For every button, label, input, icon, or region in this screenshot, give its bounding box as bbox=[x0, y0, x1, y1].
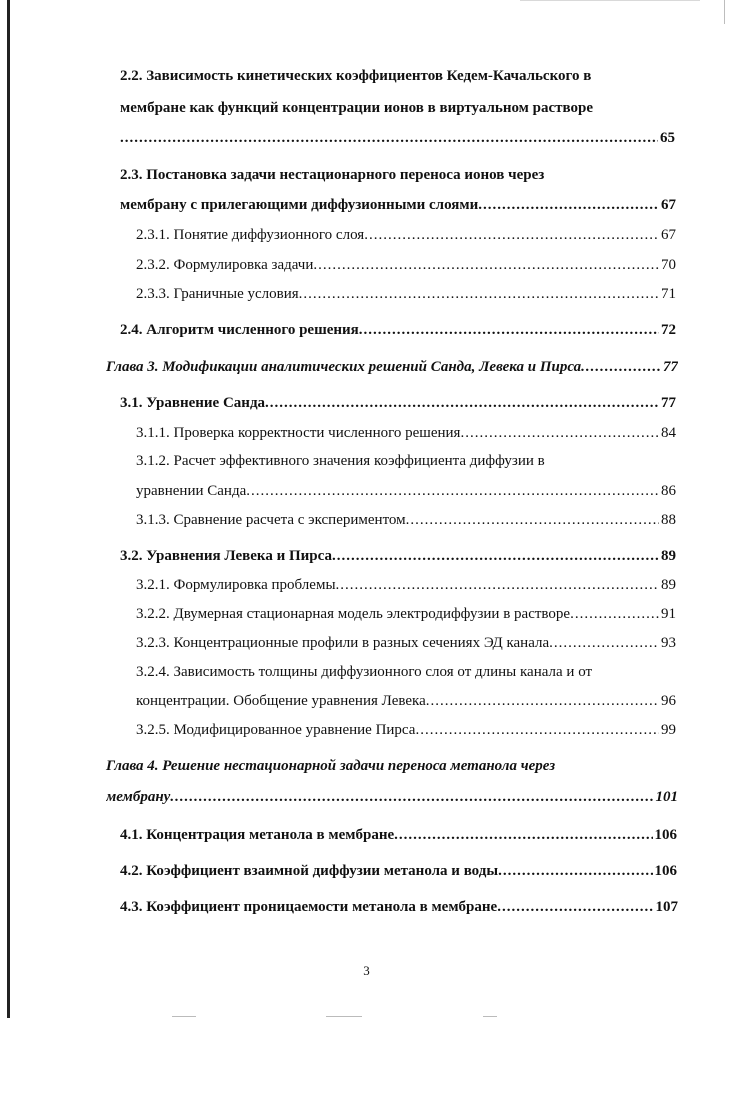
toc-entry-title: 3.2.5. Модифицированное уравнение Пирса bbox=[136, 722, 416, 738]
page-ref: 88 bbox=[661, 512, 676, 528]
toc-entry-3-2-2[interactable] bbox=[136, 604, 676, 624]
dot-leader bbox=[170, 787, 653, 807]
dot-leader bbox=[478, 195, 659, 215]
dot-leader bbox=[332, 546, 659, 566]
toc-chapter-4[interactable] bbox=[106, 787, 678, 807]
page-ref: 72 bbox=[661, 322, 676, 338]
toc-entry-title: концентрации. Обобщение уравнения Левека bbox=[136, 693, 426, 709]
page-ref: 70 bbox=[661, 257, 676, 273]
page-ref: 96 bbox=[661, 693, 676, 709]
toc-entry-title: 2.3.2. Формулировка задачи bbox=[136, 257, 314, 273]
toc-entry-title: 3.2.3. Концентрационные профили в разных сечениях ЭД канала bbox=[136, 635, 550, 651]
toc-entry-3-1-2-line-1: 3.1.2. Расчет эффективного значения коэффициента диффузии в bbox=[136, 453, 545, 469]
toc-entry-title: 4.1. Концентрация метанола в мембране bbox=[120, 827, 395, 843]
dot-leader bbox=[497, 897, 653, 917]
page-ref: 86 bbox=[661, 483, 676, 499]
toc-entry-title: 3.2.2. Двумерная стационарная модель электродиффузии в растворе bbox=[136, 606, 571, 622]
toc-entry-4-1[interactable] bbox=[120, 825, 677, 845]
page-ref: 89 bbox=[661, 548, 676, 564]
dot-leader bbox=[246, 481, 659, 501]
toc-entry-title: 4.2. Коэффициент взаимной диффузии метанола и воды bbox=[120, 863, 499, 879]
page-ref: 101 bbox=[655, 789, 678, 805]
page-number: 3 bbox=[363, 963, 370, 978]
page-ref: 93 bbox=[661, 635, 676, 651]
dot-leader bbox=[120, 128, 658, 148]
page-ref: 67 bbox=[661, 197, 676, 213]
toc-entry-2-3-2[interactable] bbox=[136, 255, 676, 275]
dot-leader bbox=[299, 284, 659, 304]
toc-entry-2-3[interactable] bbox=[120, 195, 676, 215]
dot-leader bbox=[570, 604, 659, 624]
page-ref: 107 bbox=[655, 899, 678, 915]
toc-entry-title: 2.4. Алгоритм численного решения bbox=[120, 322, 359, 338]
dot-leader bbox=[406, 510, 659, 530]
toc-entry-3-2-4[interactable] bbox=[136, 691, 676, 711]
toc-entry-2-3-3[interactable] bbox=[136, 284, 676, 304]
toc-entry-2-3-1[interactable] bbox=[136, 225, 676, 245]
dot-leader bbox=[426, 691, 659, 711]
dot-leader bbox=[359, 320, 659, 340]
toc-entry-title: Глава 3. Модификации аналитических решений Санда, Левека и Пирса bbox=[106, 359, 582, 375]
toc-entry-4-3[interactable] bbox=[120, 897, 678, 917]
page-ref: 77 bbox=[663, 359, 678, 375]
toc-entry-title: уравнении Санда bbox=[136, 483, 247, 499]
toc-entry-3-1-3[interactable] bbox=[136, 510, 676, 530]
page-ref: 67 bbox=[661, 227, 676, 243]
toc-entry-3-2-4-line-1: 3.2.4. Зависимость толщины диффузионного слоя от длины канала и от bbox=[136, 664, 593, 680]
dot-leader bbox=[549, 633, 659, 653]
toc-entry-title: мембрану bbox=[106, 789, 171, 805]
toc-entry-2-3-line-1: 2.3. Постановка задачи нестационарного переноса ионов через bbox=[120, 167, 545, 183]
page-ref: 71 bbox=[661, 286, 676, 302]
toc-chapter-4-line-1: Глава 4. Решение нестационарной задачи переноса метанола через bbox=[106, 758, 556, 774]
toc-entry-title: 3.1.1. Проверка корректности численного решения bbox=[136, 425, 461, 441]
toc-entry-3-2[interactable] bbox=[120, 546, 676, 566]
toc-entry-2-2-line-2: мембране как функций концентрации ионов в виртуальном растворе bbox=[120, 100, 594, 116]
toc-entry-3-2-5[interactable] bbox=[136, 720, 676, 740]
toc-entry-3-2-3[interactable] bbox=[136, 633, 676, 653]
toc-entry-2-4[interactable] bbox=[120, 320, 676, 340]
dot-leader bbox=[581, 357, 661, 377]
toc-entry-3-2-1[interactable] bbox=[136, 575, 676, 595]
toc-entry-3-1-2[interactable] bbox=[136, 481, 676, 501]
dot-leader bbox=[498, 861, 652, 881]
page-ref: 89 bbox=[661, 577, 676, 593]
dot-leader bbox=[415, 720, 659, 740]
dot-leader bbox=[313, 255, 659, 275]
toc-entry-2-2-line-1: 2.2. Зависимость кинетических коэффициентов Кедем-Качальского в bbox=[120, 68, 592, 84]
toc-entry-title: мембрану с прилегающими диффузионными слоями bbox=[120, 197, 479, 213]
toc-entry-3-1-1[interactable] bbox=[136, 423, 676, 443]
toc-entry-3-1[interactable] bbox=[120, 393, 676, 413]
page-ref: 65 bbox=[660, 130, 675, 146]
dot-leader bbox=[364, 225, 659, 245]
page-ref: 106 bbox=[654, 827, 677, 843]
page-ref: 77 bbox=[661, 395, 676, 411]
toc-entry-4-2[interactable] bbox=[120, 861, 677, 881]
toc-entry-title: 3.1.3. Сравнение расчета с экспериментом bbox=[136, 512, 406, 528]
page-ref: 106 bbox=[654, 863, 677, 879]
dot-leader bbox=[336, 575, 659, 595]
page-ref: 91 bbox=[661, 606, 676, 622]
toc-entry-title: 3.2.1. Формулировка проблемы bbox=[136, 577, 336, 593]
toc-entry-title: 2.3.1. Понятие диффузионного слоя bbox=[136, 227, 365, 243]
toc-chapter-3[interactable] bbox=[106, 357, 678, 377]
dot-leader bbox=[265, 393, 659, 413]
toc-entry-title: 3.1. Уравнение Санда bbox=[120, 395, 266, 411]
page-ref: 84 bbox=[661, 425, 676, 441]
dot-leader bbox=[394, 825, 652, 845]
toc-entry-2-2[interactable] bbox=[120, 128, 675, 148]
toc-entry-title: 4.3. Коэффициент проницаемости метанола в мембране bbox=[120, 899, 498, 915]
toc-entry-title: 2.3.3. Граничные условия bbox=[136, 286, 299, 302]
dot-leader bbox=[460, 423, 659, 443]
page-ref: 99 bbox=[661, 722, 676, 738]
toc-entry-title: 3.2. Уравнения Левека и Пирса bbox=[120, 548, 332, 564]
